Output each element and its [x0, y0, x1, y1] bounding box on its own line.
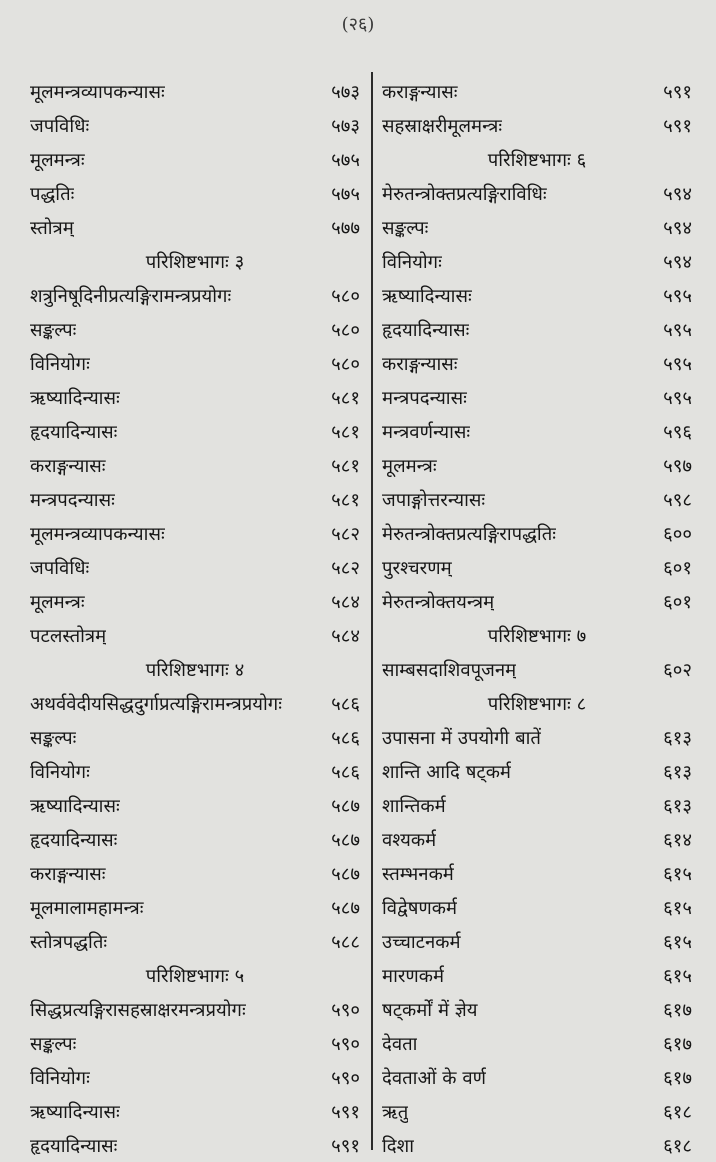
toc-entry-title: साम्बसदाशिवपूजनम् — [382, 659, 517, 681]
toc-entry-page: ५८० — [331, 285, 360, 307]
toc-entry-title: विनियोगः — [382, 251, 442, 273]
toc-entry-title: जपाङ्गोत्तरन्यासः — [382, 489, 486, 511]
toc-entry — [30, 516, 360, 550]
toc-entry-title: शत्रुनिषूदिनीप्रत्यङ्गिरामन्त्रप्रयोगः — [30, 285, 232, 307]
toc-entry-page: ५७७ — [331, 217, 360, 239]
toc-entry-page: ५९८ — [663, 489, 692, 511]
toc-entry-page: ६१८ — [663, 1135, 692, 1157]
toc-entry-page: ५९६ — [663, 421, 692, 443]
toc-entry — [30, 584, 360, 618]
toc-entry — [30, 1128, 360, 1162]
section-heading: परिशिष्टभागः ४ — [145, 659, 245, 681]
toc-entry — [30, 822, 360, 856]
toc-entry-page: ६१७ — [663, 1033, 692, 1055]
toc-entry-page: ५८७ — [331, 863, 360, 885]
toc-entry — [382, 584, 692, 618]
toc-entry — [382, 924, 692, 958]
toc-entry-page: ५८२ — [331, 523, 360, 545]
section-heading: परिशिष्टभागः ७ — [487, 625, 587, 647]
toc-entry-title: सङ्कल्पः — [30, 319, 77, 341]
toc-entry-title: जपविधिः — [30, 115, 90, 137]
toc-entry — [382, 720, 692, 754]
toc-entry — [382, 312, 692, 346]
toc-entry — [382, 788, 692, 822]
toc-entry-page: ५८८ — [331, 931, 360, 953]
toc-entry — [30, 890, 360, 924]
toc-entry-title: मूलमन्त्रः — [30, 149, 85, 171]
column-divider — [371, 72, 373, 1150]
toc-entry-title: ऋष्यादिन्यासः — [382, 285, 472, 307]
toc-entry — [30, 550, 360, 584]
toc-entry — [382, 448, 692, 482]
toc-entry-title: कराङ्गन्यासः — [30, 863, 106, 885]
toc-entry-title: कराङ्गन्यासः — [382, 353, 458, 375]
toc-entry-page: ६१८ — [663, 1101, 692, 1123]
toc-entry-title: हृदयादिन्यासः — [30, 829, 118, 851]
toc-entry-page: ५८६ — [331, 693, 360, 715]
toc-entry — [382, 890, 692, 924]
toc-entry — [382, 74, 692, 108]
toc-entry-title: देवताओं के वर्ण — [382, 1067, 486, 1089]
toc-entry-page: ६१७ — [663, 999, 692, 1021]
toc-entry — [382, 1128, 692, 1162]
toc-entry-page: ५७५ — [331, 183, 360, 205]
toc-entry-title: उपासना में उपयोगी बातें — [382, 727, 541, 749]
toc-entry-title: ऋष्यादिन्यासः — [30, 387, 120, 409]
toc-entry-page: ५७५ — [331, 149, 360, 171]
toc-entry-page: ६१३ — [663, 795, 692, 817]
toc-entry-page: ६१५ — [663, 897, 692, 919]
toc-entry — [382, 856, 692, 890]
toc-entry — [382, 754, 692, 788]
toc-entry-page: ५८२ — [331, 557, 360, 579]
page-number: (२६) — [341, 14, 375, 35]
toc-entry-page: ५९० — [331, 1067, 360, 1089]
toc-entry-page: ६१५ — [663, 931, 692, 953]
toc-entry-page: ५९४ — [663, 217, 692, 239]
toc-entry-title: मन्त्रपदन्यासः — [30, 489, 115, 511]
toc-entry-page: ५८१ — [331, 489, 360, 511]
toc-entry-title: विनियोगः — [30, 1067, 90, 1089]
toc-entry-page: ५८१ — [331, 455, 360, 477]
toc-entry-page: ५९७ — [663, 455, 692, 477]
toc-entry — [30, 720, 360, 754]
toc-entry-page: ५९१ — [331, 1135, 360, 1157]
toc-entry — [30, 142, 360, 176]
toc-entry — [30, 176, 360, 210]
toc-entry — [382, 1094, 692, 1128]
toc-entry-title: सिद्धप्रत्यङ्गिरासहस्राक्षरमन्त्रप्रयोगः — [30, 999, 246, 1021]
toc-entry-page: ५९५ — [663, 285, 692, 307]
toc-entry — [30, 754, 360, 788]
toc-entry-title: ऋष्यादिन्यासः — [30, 795, 120, 817]
toc-entry-page: ५९० — [331, 1033, 360, 1055]
toc-entry-page: ५९१ — [663, 81, 692, 103]
toc-entry — [382, 1060, 692, 1094]
toc-entry — [382, 380, 692, 414]
toc-entry — [382, 278, 692, 312]
toc-entry-page: ५९१ — [331, 1101, 360, 1123]
toc-entry-title: हृदयादिन्यासः — [30, 421, 118, 443]
toc-entry-title: देवता — [382, 1033, 418, 1055]
toc-entry-title: मूलमालामहामन्त्रः — [30, 897, 144, 919]
toc-entry-title: ऋष्यादिन्यासः — [30, 1101, 120, 1123]
toc-entry — [30, 312, 360, 346]
toc-entry-page: ५९० — [331, 999, 360, 1021]
toc-entry — [382, 958, 692, 992]
toc-entry — [30, 414, 360, 448]
toc-entry-title: उच्चाटनकर्म — [382, 931, 461, 953]
toc-entry-page: ६०० — [663, 523, 692, 545]
toc-entry-title: सङ्कल्पः — [382, 217, 429, 239]
toc-entry-page: ५७३ — [331, 81, 360, 103]
toc-entry-title: जपविधिः — [30, 557, 90, 579]
toc-entry — [30, 1060, 360, 1094]
toc-entry — [30, 992, 360, 1026]
toc-entry — [382, 176, 692, 210]
toc-entry-title: सङ्कल्पः — [30, 727, 77, 749]
toc-entry-title: मूलमन्त्रः — [382, 455, 437, 477]
toc-entry-title: स्तोत्रम् — [30, 217, 74, 239]
toc-entry-page: ५९५ — [663, 387, 692, 409]
toc-entry — [30, 856, 360, 890]
toc-left-column — [30, 74, 360, 1162]
toc-entry — [382, 652, 692, 686]
toc-entry-page: ६०२ — [663, 659, 692, 681]
toc-entry-title: विनियोगः — [30, 353, 90, 375]
toc-entry-title: हृदयादिन्यासः — [382, 319, 470, 341]
toc-entry-title: वश्यकर्म — [382, 829, 437, 851]
section-heading: परिशिष्टभागः ८ — [487, 693, 587, 715]
toc-entry-page: ५७३ — [331, 115, 360, 137]
toc-entry-page: ६०१ — [663, 591, 692, 613]
toc-entry-title: अथर्ववेदीयसिद्धदुर्गाप्रत्यङ्गिरामन्त्रप्रयोगः — [30, 693, 282, 715]
toc-entry-page: ५८७ — [331, 829, 360, 851]
toc-entry — [382, 346, 692, 380]
toc-entry — [382, 482, 692, 516]
toc-entry — [30, 618, 360, 652]
toc-right-column — [382, 74, 692, 1162]
toc-entry-title: सहस्राक्षरीमूलमन्त्रः — [382, 115, 503, 137]
toc-entry — [30, 686, 360, 720]
toc-entry-title: कराङ्गन्यासः — [382, 81, 458, 103]
toc-entry-page: ५९४ — [663, 183, 692, 205]
toc-entry-title: मेरुतन्त्रोक्तप्रत्यङ्गिरापद्धतिः — [382, 523, 556, 545]
toc-entry — [382, 822, 692, 856]
toc-entry-title: पुरश्चरणम् — [382, 557, 452, 579]
toc-entry — [30, 346, 360, 380]
toc-entry — [382, 1026, 692, 1060]
toc-entry-title: कराङ्गन्यासः — [30, 455, 106, 477]
toc-entry-page: ५८७ — [331, 897, 360, 919]
toc-entry-title: मेरुतन्त्रोक्तप्रत्यङ्गिराविधिः — [382, 183, 547, 205]
toc-entry-page: ६१७ — [663, 1067, 692, 1089]
toc-entry-page: ५९४ — [663, 251, 692, 273]
toc-entry-page: ५८१ — [331, 387, 360, 409]
toc-entry-title: विनियोगः — [30, 761, 90, 783]
toc-entry-page: ५९१ — [663, 115, 692, 137]
toc-entry-page: ६१५ — [663, 863, 692, 885]
toc-entry-page: ५८१ — [331, 421, 360, 443]
toc-entry-page: ५८४ — [331, 591, 360, 613]
toc-entry — [30, 788, 360, 822]
toc-entry-page: ६१४ — [663, 829, 692, 851]
toc-entry — [382, 516, 692, 550]
toc-entry-title: मारणकर्म — [382, 965, 445, 987]
toc-entry-page: ५८७ — [331, 795, 360, 817]
toc-entry-title: मूलमन्त्रः — [30, 591, 85, 613]
toc-entry — [382, 108, 692, 142]
toc-entry — [30, 210, 360, 244]
toc-entry — [30, 1094, 360, 1128]
toc-entry-title: मन्त्रपदन्यासः — [382, 387, 467, 409]
toc-entry — [30, 482, 360, 516]
toc-entry — [30, 108, 360, 142]
toc-entry-page: ५८६ — [331, 727, 360, 749]
section-heading: परिशिष्टभागः ६ — [487, 149, 587, 171]
toc-entry — [30, 1026, 360, 1060]
toc-entry-title: स्तम्भनकर्म — [382, 863, 454, 885]
toc-entry — [382, 992, 692, 1026]
toc-entry-page: ६१३ — [663, 761, 692, 783]
toc-entry — [30, 448, 360, 482]
toc-entry — [30, 924, 360, 958]
toc-entry-title: पटलस्तोत्रम् — [30, 625, 107, 647]
toc-entry — [30, 74, 360, 108]
toc-entry-title: सङ्कल्पः — [30, 1033, 77, 1055]
toc-entry — [382, 414, 692, 448]
toc-entry-title: विद्वेषणकर्म — [382, 897, 458, 919]
toc-entry-page: ५८० — [331, 353, 360, 375]
toc-entry-page: ५८० — [331, 319, 360, 341]
toc-entry-title: शान्ति आदि षट्कर्म — [382, 761, 511, 783]
toc-entry-title: पद्धतिः — [30, 183, 75, 205]
toc-entry-title: षट्कर्मों में ज्ञेय — [382, 999, 478, 1021]
section-heading: परिशिष्टभागः ३ — [145, 251, 245, 273]
toc-entry-title: दिशा — [382, 1135, 414, 1157]
toc-entry-title: मूलमन्त्रव्यापकन्यासः — [30, 81, 165, 103]
toc-entry — [382, 210, 692, 244]
toc-entry-title: स्तोत्रपद्धतिः — [30, 931, 108, 953]
toc-entry-page: ६१५ — [663, 965, 692, 987]
toc-entry-page: ६०१ — [663, 557, 692, 579]
toc-entry — [382, 550, 692, 584]
toc-entry — [382, 244, 692, 278]
toc-entry-page: ५८४ — [331, 625, 360, 647]
toc-entry-title: मन्त्रवर्णन्यासः — [382, 421, 471, 443]
toc-entry — [30, 278, 360, 312]
toc-entry-title: हृदयादिन्यासः — [30, 1135, 118, 1157]
toc-entry-page: ५९५ — [663, 319, 692, 341]
toc-entry-title: मेरुतन्त्रोक्तयन्त्रम् — [382, 591, 495, 613]
toc-entry-title: शान्तिकर्म — [382, 795, 446, 817]
section-heading: परिशिष्टभागः ५ — [145, 965, 245, 987]
toc-entry-title: मूलमन्त्रव्यापकन्यासः — [30, 523, 165, 545]
toc-entry-page: ५८६ — [331, 761, 360, 783]
toc-entry-page: ६१३ — [663, 727, 692, 749]
toc-entry-title: ऋतु — [382, 1101, 409, 1123]
toc-entry-page: ५९५ — [663, 353, 692, 375]
toc-entry — [30, 380, 360, 414]
